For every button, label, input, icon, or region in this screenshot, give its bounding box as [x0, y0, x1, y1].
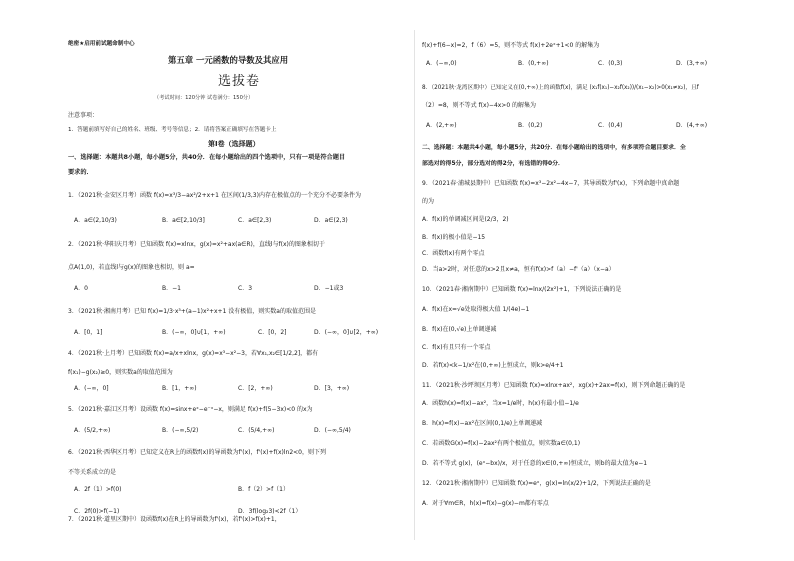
q4-option-a: A．(−∞，0]: [74, 385, 109, 392]
q6-option-a: A．2f（1）>f(0): [74, 486, 122, 493]
q5-option-b: B．(−∞,5/2): [162, 427, 199, 434]
q9-option-c: C．函数f(x)有两个零点: [422, 250, 485, 257]
q7-option-a: A．(−∞,0): [426, 60, 457, 67]
q1-option-d: D．a∈(2,3): [314, 217, 348, 224]
q10-option-d: D．若f(x)<k−1/x²在(0,+∞)上恒成立，则k>e/4+1: [422, 362, 564, 369]
q7-option-d: D．(3,+∞): [676, 60, 708, 67]
q1-option-a: A．a∈(2,10/3): [74, 217, 117, 224]
q2-option-a: A．0: [74, 285, 88, 292]
q3-option-a: A．[0，1]: [74, 329, 103, 336]
q7-line1: 7．（2021秋·道里区期中）设函数f(x)在R上的导函数为f'(x)，若f'(x)>f(x)+1，: [68, 516, 281, 523]
q8-option-d: D．(4,+∞): [676, 122, 708, 129]
q4-line1: 4．（2021秋·上月考）已知函数 f(x)=a/x+xlnx，g(x)=x³−x²−3，若∀x₁,x₂∈[1/2,2]，都有: [68, 350, 319, 357]
q2-line1: 2．（2021秋·华阳庆月考）已知函数 f(x)=xlnx，g(x)=x²+ax(a∈R)，直线l与f(x)的图象相切于: [68, 241, 325, 248]
section2-line2: 部选对的得5分，部分选对的得2分，有选错的得0分．: [422, 161, 564, 167]
q9-line2: 的为: [422, 198, 435, 205]
q11-option-b: B．h(x)=f(x)−ax²在区间(0,1/e)上单调递减: [422, 420, 543, 427]
q11-option-a: A．函数h(x)=f(x)−ax²，当x=1/e时，h(x)有最小值−1/e: [422, 400, 579, 407]
q11-option-d: D．若不等式 g(x)，(eˣ−bx)/x，对于任意的x∈(0,+∞)恒成立，则b的最大值为e−1: [422, 460, 648, 467]
q3-option-d: D．(−∞，0]∪[2，+∞): [314, 329, 379, 336]
chapter-title: 第五章 一元函数的导数及其应用: [168, 55, 289, 65]
q5-option-d: D．(−∞,5/4): [314, 427, 351, 434]
q6-line2: 不等关系成立的是: [68, 469, 117, 476]
q6-line1: 6．（2021秋·西华区月考）已知定义在R上的函数f(x)的导函数为f'(x)，f'(x)+f(x)ln2<0，则下列: [68, 449, 327, 456]
q10-option-b: B．f(x)在(0,√e)上单调递减: [422, 326, 497, 333]
exam-meta: （考试时间：120分钟 试卷满分：150分）: [154, 95, 254, 101]
q1-option-c: C．a∈[2,3): [238, 217, 272, 224]
section2-line1: 二、选择题：本题共4小题，每小题5分，共20分．在每小题给出的选项中，有多项符合题目要求．全: [422, 145, 686, 151]
q3-option-c: C．[0，2]: [258, 329, 287, 336]
q5-stem: 5．（2021秋·嘉江区月考）设函数 f(x)=sinx+eˣ−e⁻ˣ−x，则满足 f(x)+f(5−3x)<0 的x为: [68, 406, 313, 413]
q9-option-a: A．f(x)的单调减区间是(2/3，2): [422, 216, 509, 223]
q8-line2: （2）=8，则不等式 f(x)−4x>0 的解集为: [422, 102, 537, 109]
q4-option-d: D．[3，+∞): [314, 385, 350, 392]
q6-option-c: C．2f(0)>f(−1): [74, 508, 120, 515]
section1-line1: 一、选择题：本题共8小题，每小题5分，共40分．在每小题给出的四个选项中，只有一项是符合题目: [68, 154, 346, 161]
column-divider: [414, 30, 415, 540]
q11-stem: 11．（2021秋·沙坪坝区月考）已知函数 f(x)=xlnx+ax²，xg(x)+2ax=f(x)，则下列命题正确的是: [422, 382, 686, 389]
q11-option-c: C．若函数G(x)=f(x)−2ax²有两个极值点，则实数a∈(0,1): [422, 440, 581, 447]
q9-option-d: D．当a>2时，对任意的x>2且x≠a，恒有f(x)>f（a）−f'（a）（x−a）: [422, 266, 615, 273]
q1-stem: 1．（2021秋·金安区月考）函数 f(x)=x³/3−ax²/2+x+1 在区间(1/3,3)内存在极值点的一个充分不必要条件为: [68, 192, 361, 199]
q4-line2: f(x₁)−g(x₂)≥0，则实数a的取值范围为: [68, 369, 173, 376]
q8-option-c: C．(0,4): [598, 122, 623, 129]
q12-stem: 12．（2021秋·湘南期中）已知函数 f(x)=eˣ，g(x)=ln(x/2)+1/2，下列说法正确的是: [422, 480, 651, 487]
q9-option-b: B．f(x)的极小值是−15: [422, 234, 486, 241]
q3-stem: 3．（2021秋·湘南月考）已知 f(x)=1/3·x³+(a−1)x²+x+1 没有极值，则实数a的取值范围是: [68, 308, 316, 315]
q2-option-b: B．−1: [162, 285, 181, 292]
part1-label: 第Ⅰ卷（选择题）: [208, 140, 260, 148]
notice-heading: 注意事项：: [68, 112, 99, 119]
notice-item: 1．答题前填写好自己的姓名、班级、考号等信息；2．请将答案正确填写在答题卡上: [68, 127, 277, 133]
q7-option-b: B．(0,+∞): [518, 60, 549, 67]
q10-option-a: A．f(x)在x=√e处取得极大值 1/(4e)−1: [422, 306, 530, 313]
q10-option-c: C．f(x)有且只有一个零点: [422, 344, 491, 351]
q4-option-c: C．[2，+∞): [238, 385, 273, 392]
q10-stem: 10．（2021春·湘南期中）已知函数 f(x)=lnx/(2x²)+1，下列说法正确的是: [422, 286, 622, 293]
q6-option-b: B．f（2）>f（1）: [238, 486, 290, 493]
q12-option-a: A．对于∀m∈R，h(x)=f(x)−g(x)−m都有零点: [422, 500, 549, 507]
section1-line2: 要求的．: [68, 169, 93, 176]
q5-option-a: A．(5/2,+∞): [74, 427, 111, 434]
q8-line1: 8．（2021秋·龙湾区期中）已知定义在(0,+∞)上的函数f(x)，满足 (x₁f(x₁)−x₂f(x₂))/(x₁−x₂)>0(x₁≠x₂)，且f: [422, 85, 699, 91]
q2-line2: 点A(1,0)，若直线l与g(x)的图象也相切，则 a=: [68, 264, 195, 271]
q6-option-d: D．3f(log₂3)<2f（1）: [238, 508, 302, 515]
q8-option-a: A．(2,+∞): [426, 122, 457, 129]
q7-line2: f(x)+f(6−x)=2，f（6）=5，则不等式 f(x)+2eˣ+1<0 的解集为: [422, 42, 600, 49]
q1-option-b: B．a∈[2,10/3]: [162, 217, 205, 224]
secret-header: 绝密★启用前试题命制中心: [68, 41, 135, 47]
q2-option-d: D．−1或3: [314, 285, 344, 292]
q7-option-c: C．(0,3): [598, 60, 623, 67]
q9-line1: 9．（2021春·浦城县期中）已知函数 f(x)=x³−2x²−4x−7，其导函数为f'(x)，下列命题中真命题: [422, 180, 680, 187]
q4-option-b: B．[1，+∞): [162, 385, 197, 392]
page-title: 选拔卷: [218, 74, 261, 89]
q3-option-b: B．(−∞，0]∪[1，+∞): [162, 329, 226, 336]
q2-option-c: C．3: [238, 285, 253, 292]
q8-option-b: B．(0,2): [518, 122, 543, 129]
q5-option-c: C．(5/4,+∞): [238, 427, 275, 434]
